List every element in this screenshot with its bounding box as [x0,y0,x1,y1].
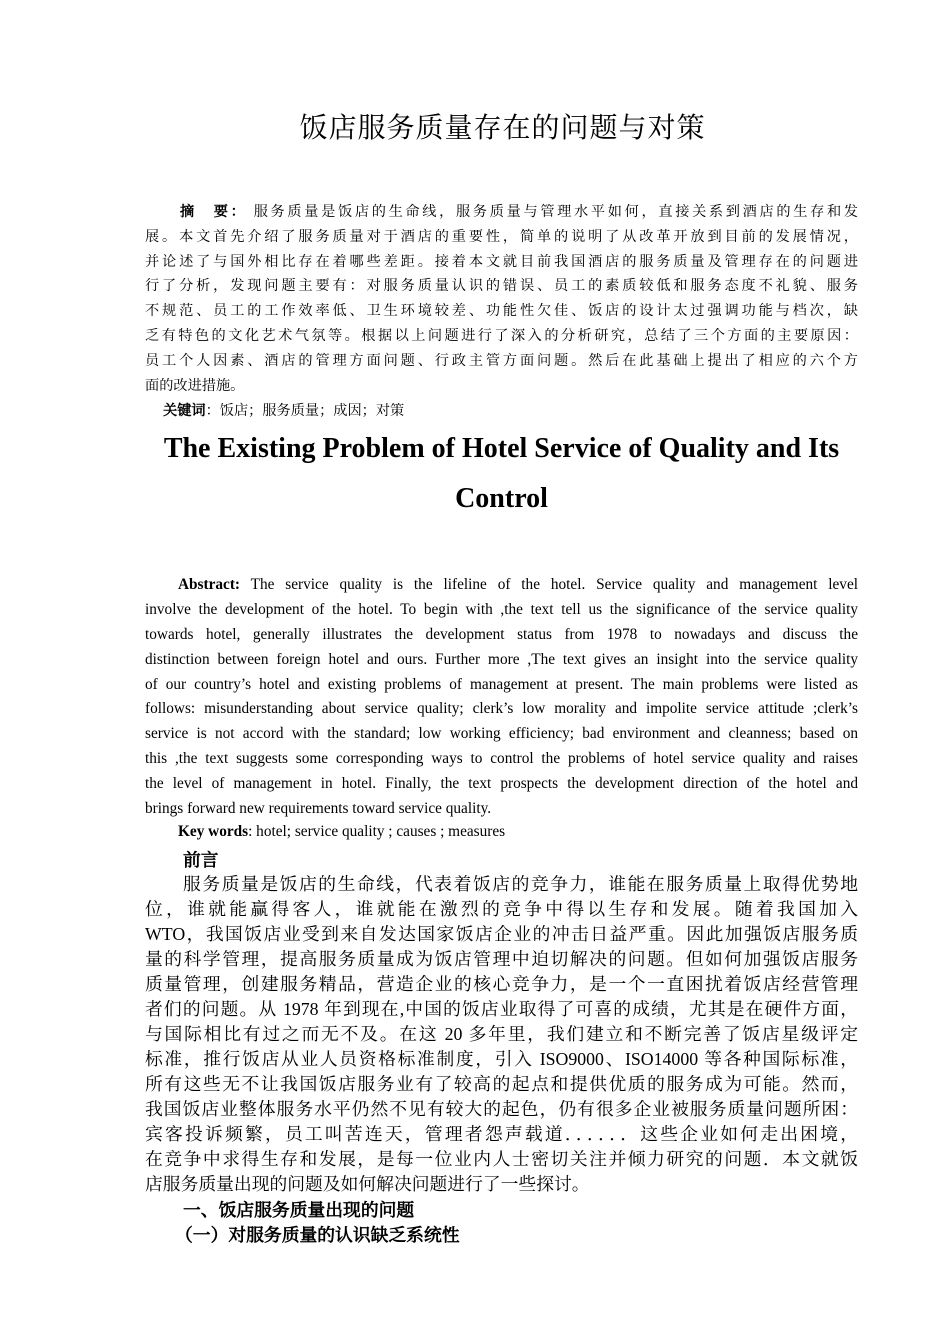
text-line-content: 所有这些无不让我国饭店服务业有了较高的起点和提供优质的服务成为可能。然而， [145,1074,858,1094]
text-line [145,299,858,324]
text-line [145,897,858,922]
page-title: 饭店服务质量存在的问题与对策 [299,113,706,144]
text-line [145,324,858,349]
text-line-content: towards hotel, generally illustrates the development status from 1978 to nowadays and discuss the [145,625,858,643]
text-line [145,250,858,275]
text-line [145,648,858,673]
text-line-content: of our country’s hotel and existing problems of management at present. The main problems were listed as [145,675,858,693]
keywords-value: : hotel; service quality ; causes ; measures [248,823,506,840]
text-line-content: The service quality is the lifeline of the hotel. Service quality and management level [250,576,858,593]
text-line [145,598,858,623]
text-line-content: WTO，我国饭店业受到来自发达国家饭店企业的冲击日益严重。因此加强饭店服务质 [145,924,858,944]
text-line [145,872,858,897]
text-line-content: involve the development of the hotel. To begin with ,the text tell us the significance of the service quality [145,600,858,618]
keywords-label: 关键词 [163,403,206,419]
text-line [145,225,858,250]
chinese-keywords [145,400,858,420]
text-line-content: 服务质量是饭店的生命线，服务质量与管理水平如何，直接关系到酒店的生存和发 [253,204,858,220]
text-line [145,623,858,648]
english-title-line: The Existing Problem of Hotel Service of Quality and Its [163,433,840,464]
abstract-label: 摘 要： [180,204,248,220]
text-line [145,722,858,747]
english-keywords [145,823,858,841]
english-abstract [145,573,858,822]
text-line-content: 者们的问题。从 1978 年到现在,中国的饭店业取得了可喜的成绩，尤其是在硬件方面， [145,999,858,1019]
chinese-abstract [145,200,858,398]
text-line-content: this ,the text suggests some corresponding ways to control the problems of hotel service quality and raises [145,750,858,768]
abstract-label: Abstract: [178,576,241,593]
text-line-content: 面的改进措施。 [145,377,245,394]
preface-body [145,872,858,1197]
text-line [145,772,858,797]
text-line-content: distinction between foreign hotel and ours. Further more ,The text gives an insight into the service quality [145,650,858,668]
section-heading: 一、饭店服务质量出现的问题 [183,1200,415,1220]
text-line [145,374,858,399]
text-line [145,1047,858,1072]
text-line [145,947,858,972]
text-line-content: 我国饭店业整体服务水平仍然不见有较大的起色，仍有很多企业被服务质量问题所困： [145,1099,858,1119]
text-line [145,573,858,598]
text-line-content: 不规范、员工的工作效率低、卫生环境较差、功能性欠佳、饭店的设计太过强调功能与档次，缺 [145,303,858,320]
text-line [145,274,858,299]
text-line [145,997,858,1022]
text-line-content: follows: misunderstanding about service quality; clerk’s low morality and impolite service attitude ;clerk’s [145,700,858,718]
text-line-content: 标准，推行饭店从业人员资格标准制度，引入 ISO9000、ISO14000 等各种国际标准， [145,1049,858,1069]
text-line-content: 行了分析，发现问题主要有：对服务质量认识的错误、员工的素质较低和服务态度不礼貌、服务 [145,278,858,295]
text-line [145,797,858,822]
text-line [145,200,858,225]
text-line [145,1172,858,1197]
english-title-line: Control [455,483,548,514]
text-line [145,697,858,722]
text-line [145,1147,858,1172]
preface-heading: 前言 [183,850,219,870]
keywords-value: ：饭店；服务质量；成因；对策 [205,403,405,419]
text-line-content: 在竞争中求得生存和发展，是每一位业内人士密切关注并倾力研究的问题．本文就饭 [145,1149,858,1169]
text-line [145,1097,858,1122]
text-line-content: brings forward new requirements toward service quality. [145,800,492,818]
text-line-content: 量的科学管理，提高服务质量成为饭店管理中迫切解决的问题。但如何加强饭店服务 [145,949,858,969]
subsection-heading: （一）对服务质量的认识缺乏系统性 [175,1225,460,1245]
text-line-content: 宾客投诉频繁，员工叫苦连天，管理者怨声载道．．．．．．这些企业如何走出困境， [145,1124,858,1144]
text-line-content: 展。本文首先介绍了服务质量对于酒店的重要性，简单的说明了从改革开放到目前的发展情况， [145,228,858,245]
text-line-content: 位，谁就能赢得客人，谁就能在激烈的竞争中得以生存和发展。随着我国加入 [145,899,858,919]
text-line-content: 并论述了与国外相比存在着哪些差距。接着本文就目前我国酒店的服务质量及管理存在的问题进 [145,253,858,270]
text-line-content: 乏有特色的文化艺术气氛等。根据以上问题进行了深入的分析研究，总结了三个方面的主要原因： [145,327,858,344]
text-line-content: the level of management in hotel. Finally, the text prospects the development direction of the hotel and [145,775,858,793]
text-line [145,747,858,772]
text-line [145,673,858,698]
text-line [145,1072,858,1097]
text-line [145,349,858,374]
text-line [145,1122,858,1147]
text-line-content: service is not accord with the standard; low working efficiency; bad environment and cleanness; based on [145,725,858,743]
text-line-content: 质量管理，创建服务精品，营造企业的核心竞争力，是一个一直困扰着饭店经营管理 [145,974,858,994]
text-line [145,972,858,997]
text-line-content: 员工个人因素、酒店的管理方面问题、行政主管方面问题。然后在此基础上提出了相应的六个方 [145,352,858,369]
english-title [145,424,858,524]
text-line-content: 与国际相比有过之而无不及。在这 20 多年里，我们建立和不断完善了饭店星级评定 [145,1024,858,1044]
keywords-label: Key words [178,823,249,840]
text-line-content: 店服务质量出现的问题及如何解决问题进行了一些探讨。 [145,1174,590,1194]
text-line-content: 服务质量是饭店的生命线，代表着饭店的竞争力，谁能在服务质量上取得优势地 [183,874,858,894]
text-line [145,1022,858,1047]
text-line [145,922,858,947]
